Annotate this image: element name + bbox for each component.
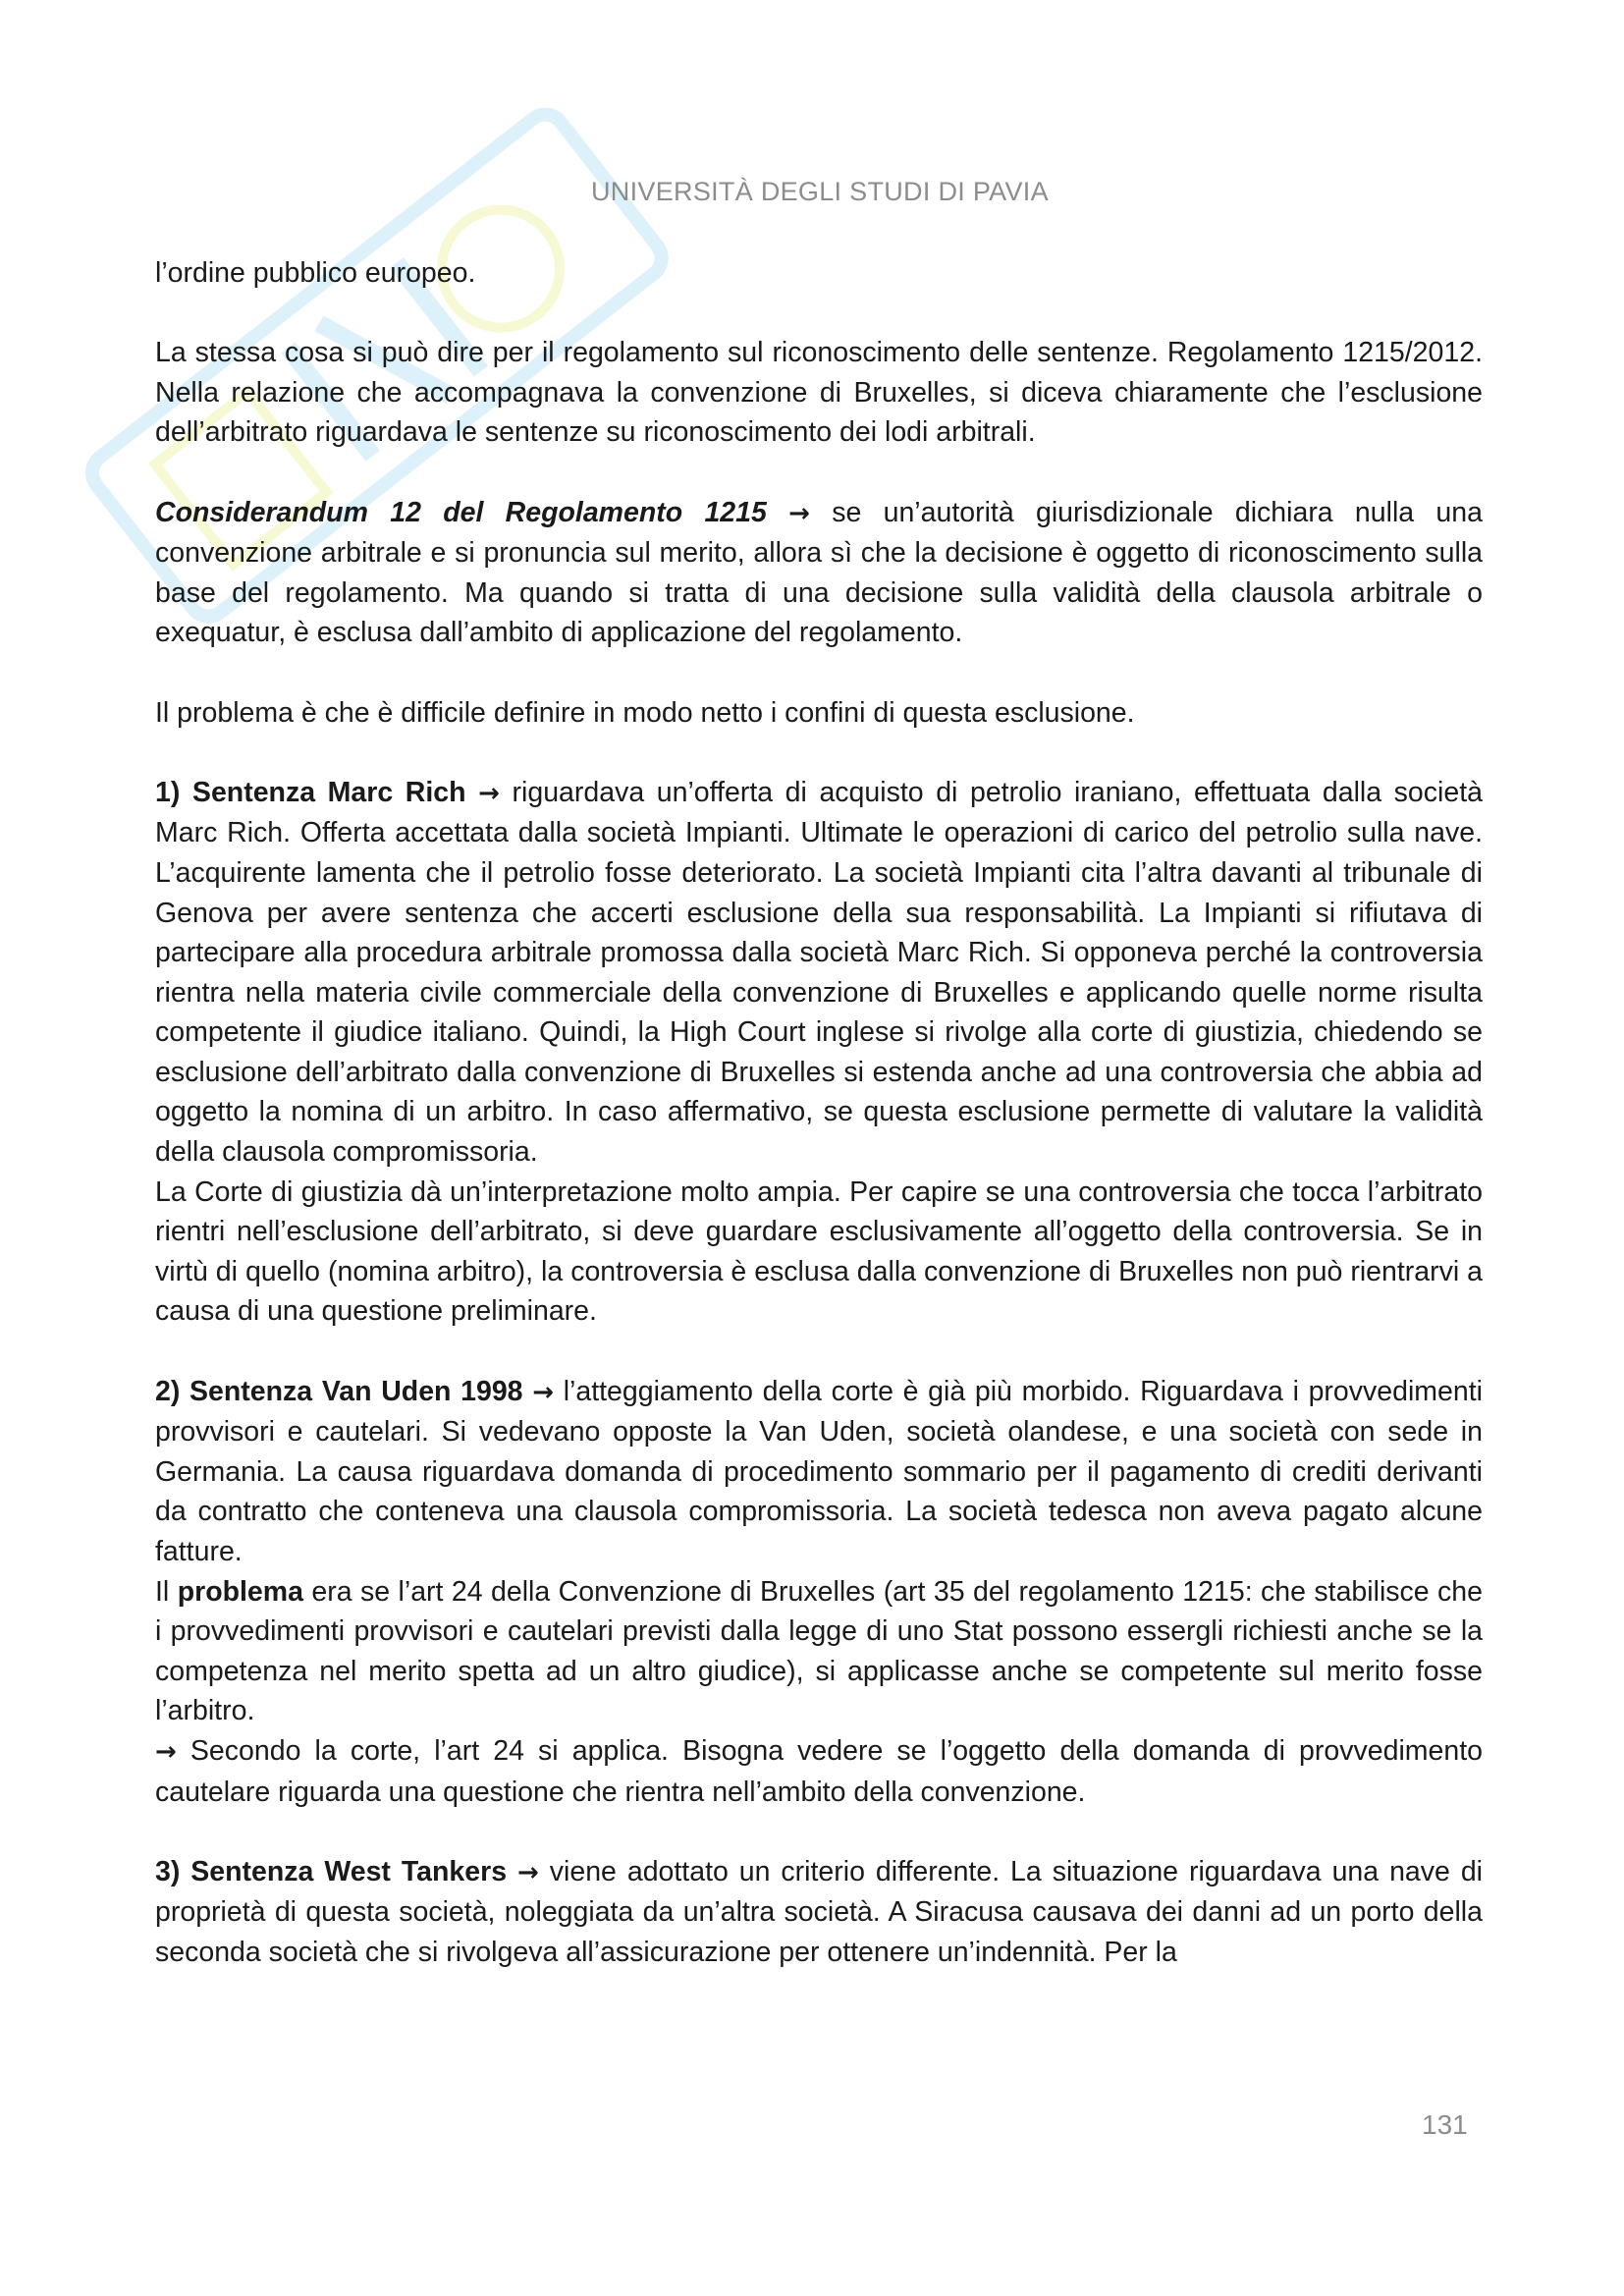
marc-rich-text: riguardava un’offerta di acquisto di petrolio iraniano, effettuata dalla società Marc Rich. Offerta accettata dalla società Impianti. Ultimate le operazioni di carico del petrolio sulla nave. L’acquirente lamenta che il petrolio fosse deteriorato. La società Impianti cita l’altra davanti al tribunale di Genova per avere sentenza che accerti esclusione della sua responsabilità. La Impianti si rifiutava di partecipare alla procedura arbitrale promossa dalla società Marc Rich. Si opponeva perché la controversia rientra nella materia civile commerciale della convenzione di Bruxelles e applicando quelle norme risulta competente il giudice italiano. Quindi, la High Court inglese si rivolge alla corte di giustizia, chiedendo se esclusione dell’arbitrato dalla convenzione di Bruxelles si estenda anche ad una controversia che abbia ad oggetto la nomina di un arbitro. In caso affermativo, se questa esclusione permette di valutare la validità della clausola compromissoria.: [155, 776, 1483, 1169]
arrow-icon: →: [532, 1377, 555, 1407]
paragraph-west-tankers: [155, 1852, 1483, 1973]
page-number: 131: [1422, 2109, 1468, 2140]
van-uden-text: l’atteggiamento della corte è già più morbido. Riguardava i provvedimenti provvisori e cautelari. Si vedevano opposte la Van Uden, società olandese, e una società con sede in Germania. La causa riguardava domanda di procedimento sommario per il pagamento di crediti derivanti da contratto che conteneva una clausola compromissoria. La società tedesca non aveva pagato alcune fatture.: [155, 1375, 1483, 1567]
paragraph-considerandum: [155, 493, 1483, 653]
paragraph-marc-rich: [155, 773, 1483, 1173]
paragraph-van-uden: [155, 1372, 1483, 1572]
paragraph-problema: [155, 1572, 1483, 1731]
arrow-icon: →: [517, 1857, 539, 1887]
paragraph-2: [155, 333, 1483, 453]
paragraph-secondo-corte: [155, 1731, 1483, 1812]
problema-bold: problema: [177, 1575, 303, 1608]
west-tankers-title: 3) Sentenza West Tankers: [155, 1855, 508, 1887]
corte-giustizia-text: La Corte di giustizia dà un’interpretazione molto ampia. Per capire se una controversia che tocca l’arbitrato rientri nell’esclusione dell’arbitrato, si deve guardare esclusivamente all’oggetto della controversia. Se in virtù di quello (nomina arbitro), la controversia è esclusa dalla convenzione di Bruxelles non può rientrarvi a causa di una questione preliminare.: [155, 1175, 1483, 1328]
considerandum-title: Considerandum 12 del Regolamento 1215: [155, 496, 767, 528]
problema-text: era se l’art 24 della Convenzione di Bruxelles (art 35 del regolamento 1215: che stabilisce che i provvedimenti provvisori e cautelari previsti dalla legge di uno Stat possono essergli richiesti anche se la competenza nel merito spetta ad un altro giudice), si applicasse anche se competente sul merito fosse l’arbitro.: [155, 1575, 1484, 1727]
paragraph-1-text: l’ordine pubblico europeo.: [155, 257, 476, 289]
paragraph-1: [155, 253, 1483, 294]
document-body: [155, 253, 1483, 1973]
paragraph-2-text: La stessa cosa si può dire per il regolamento sul riconoscimento delle sentenze. Regolamento 1215/2012. Nella relazione che accompagnava la convenzione di Bruxelles, si diceva chiaramente che l’esclusione dell’arbitrato riguardava le sentenze su riconoscimento dei lodi arbitrali.: [155, 337, 1483, 449]
paragraph-corte-giustizia: [155, 1173, 1483, 1332]
paragraph-problem: [155, 693, 1483, 734]
problem-text: Il problema è che è difficile definire in modo netto i confini di questa esclusione.: [155, 696, 1135, 729]
secondo-corte-text: Secondo la corte, l’art 24 si applica. Bisogna vedere se l’oggetto della domanda di provvedimento cautelare riguarda una questione che rientra nell’ambito della convenzione.: [155, 1734, 1483, 1808]
west-tankers-text: viene adottato un criterio differente. La situazione riguardava una nave di proprietà di questa società, noleggiata da un’altra società. A Siracusa causava dei danni ad un porto della seconda società che si rivolgeva all’assicurazione per ottenere un’indennità. Per la: [155, 1855, 1483, 1968]
arrow-icon: →: [788, 498, 810, 528]
arrow-icon: →: [478, 778, 500, 808]
arrow-icon: →: [155, 1736, 177, 1767]
considerandum-text: se un’autorità giurisdizionale dichiara nulla una convenzione arbitrale e si pronuncia sul merito, allora sì che la decisione è oggetto di riconoscimento sulla base del regolamento. Ma quando si tratta di una decisione sulla validità della clausola arbitrale o exequatur, è esclusa dall’ambito di applicazione del regolamento.: [155, 496, 1483, 649]
marc-rich-title: 1) Sentenza Marc Rich: [155, 776, 466, 808]
van-uden-title: 2) Sentenza Van Uden 1998: [155, 1375, 523, 1407]
header-university: UNIVERSITÀ DEGLI STUDI DI PAVIA: [591, 177, 1049, 206]
problema-prefix: Il: [155, 1575, 170, 1608]
